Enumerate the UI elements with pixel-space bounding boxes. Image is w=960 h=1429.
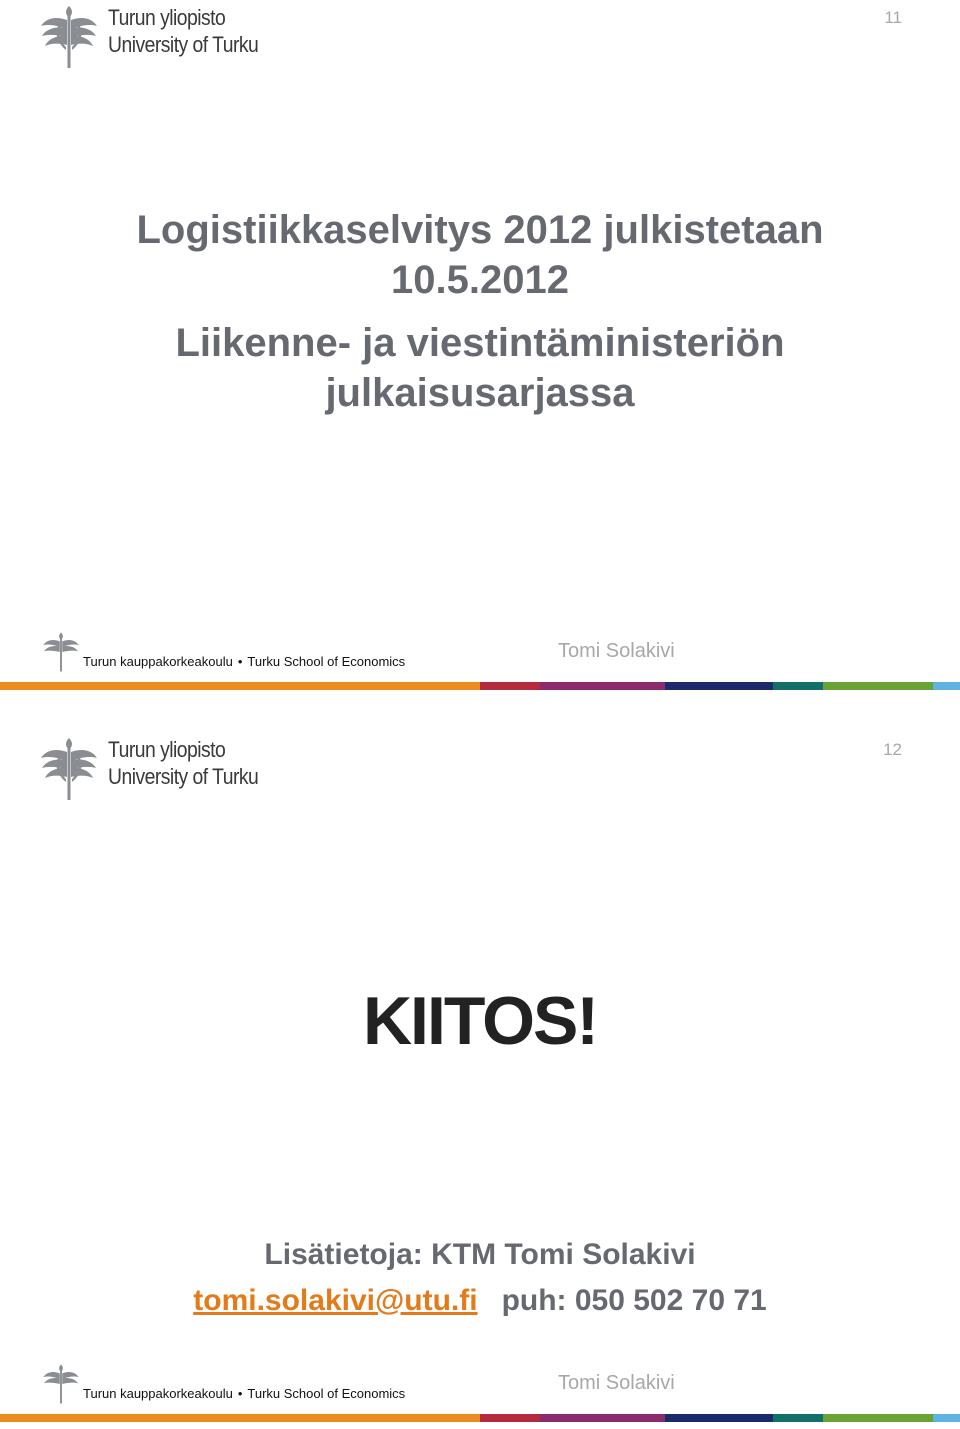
color-segment-teal	[773, 682, 823, 690]
contact-info	[0, 1232, 960, 1324]
org-name-fi: Turun kauppakorkeakoulu	[83, 1386, 233, 1401]
color-segment-navy	[665, 1414, 773, 1422]
color-segment-orange	[0, 1414, 480, 1422]
color-segment-red	[480, 682, 540, 690]
color-segment-orange	[0, 682, 480, 690]
color-segment-purple	[540, 1414, 665, 1422]
color-segment-lightblue	[933, 682, 960, 690]
university-name-en: University of Turku	[108, 32, 259, 57]
separator-bullet: •	[237, 1386, 243, 1401]
org-name-en: Turku School of Economics	[247, 654, 406, 669]
slide-number: 11	[884, 8, 902, 27]
slide-number: 12	[883, 740, 902, 759]
org-name-en: Turku School of Economics	[247, 1386, 406, 1401]
phone-number: puh: 050 502 70 71	[501, 1284, 767, 1317]
contact-details	[0, 1278, 960, 1324]
university-name	[108, 4, 258, 58]
slide-11	[0, 0, 960, 694]
org-name-fi: Turun kauppakorkeakoulu	[83, 654, 233, 669]
color-segment-green	[823, 682, 933, 690]
color-segment-red	[480, 1414, 540, 1422]
subtitle-line-1: Liikenne- ja viestintäministeriön	[175, 321, 785, 365]
slide-title	[0, 205, 960, 305]
university-logo	[38, 734, 278, 804]
university-name-fi: Turun yliopisto	[108, 5, 226, 30]
slide-footer	[0, 630, 960, 694]
torch-emblem-icon	[38, 2, 100, 72]
footer-organization	[83, 654, 405, 669]
color-segment-green	[823, 1414, 933, 1422]
slide-12	[0, 732, 960, 1426]
contact-line: Lisätietoja: KTM Tomi Solakivi	[264, 1238, 696, 1271]
university-name-en: University of Turku	[108, 764, 259, 789]
university-name-fi: Turun yliopisto	[108, 737, 226, 762]
university-name	[108, 736, 258, 790]
slide-footer	[0, 1362, 960, 1426]
university-logo	[38, 2, 278, 72]
brand-color-bar	[0, 1414, 960, 1422]
title-line-2: 10.5.2012	[391, 258, 569, 302]
slide-subtitle	[0, 318, 960, 418]
footer-author: Tomi Solakivi	[558, 1372, 675, 1394]
torch-emblem-small-icon	[40, 1362, 82, 1406]
brand-color-bar	[0, 682, 960, 690]
thank-you-heading: KIITOS!	[362, 983, 598, 1059]
color-segment-lightblue	[933, 1414, 960, 1422]
torch-emblem-small-icon	[40, 630, 82, 674]
separator-bullet: •	[237, 654, 243, 669]
color-segment-purple	[540, 682, 665, 690]
footer-author: Tomi Solakivi	[558, 640, 675, 662]
color-segment-navy	[665, 682, 773, 690]
footer-organization	[83, 1386, 405, 1401]
color-segment-teal	[773, 1414, 823, 1422]
title-line-1: Logistiikkaselvitys 2012 julkistetaan	[136, 208, 824, 252]
torch-emblem-icon	[38, 734, 100, 804]
subtitle-line-2: julkaisusarjassa	[325, 371, 635, 415]
email-link[interactable]: tomi.solakivi@utu.fi	[193, 1284, 478, 1317]
